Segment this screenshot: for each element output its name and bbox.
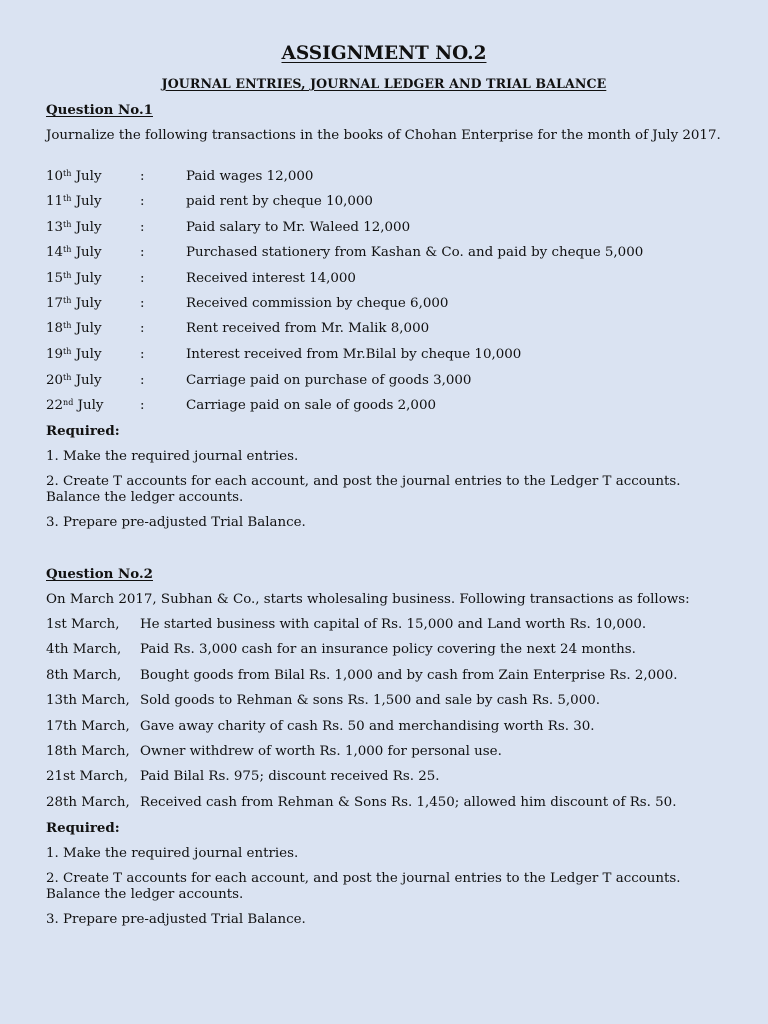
entry-date: 8th March, [46,668,122,683]
document-page: ASSIGNMENT NO.2 JOURNAL ENTRIES, JOURNAL LEDGER AND TRIAL BALANCE Question No.1 Journalize the following transactions in the books of Chohan Enterprise for the month of July 2017. 10th July : Paid wages 12,000 11th July : paid rent by cheque 10,000 13th July : Paid salary to Mr. Waleed 12,000 14th July : Purchased stationery from Kashan & Co. and paid by cheque 5,000 15th July : Received interest 14,000 17th July : Received commission by cheque 6,000 18th July : Rent received from Mr. Malik 8,000 19th July : Interest received from Mr.Bilal by cheque 10,000 20th July : Carriage paid on purchase of goods 3,000 22nd July : Carriage paid on sale of goods 2,000 Required: 1. Make the required journal entries. 2. Create T accounts for each account, and post the journal entries to the Ledger T accounts. Balance the ledger accounts. 3. Prepare pre-adjusted Trial Balance. Question No.2 On March 2017, Subhan & Co., starts wholesaling business. Following transactions as follows: 1st March, He started business with capital of Rs. 15,000 and Land worth Rs. 10,000. 4th March, Paid Rs. 3,000 cash for an insurance policy covering the next 24 months. 8th March, Bought goods from Bilal Rs. 1,000 and by cash from Zain Enterprise Rs. 2,000. 13th March, Sold goods to Rehman & sons Rs. 1,500 and sale by cash Rs. 5,000. 17th March, Gave away charity of cash Rs. 50 and merchandising worth Rs. 30. 18th March, Owner withdrew of worth Rs. 1,000 for personal use. 21st March, Paid Bilal Rs. 975; discount received Rs. 25. 28th March, Received cash from Rehman & Sons Rs. 1,450; allowed him discount of Rs. 50. Required: 1. Make the required journal entries. 2. Create T accounts for each account, and post the journal entries to the Ledger T accounts. Balance the ledger accounts. 3. Prepare pre-adjusted Trial Balance. [0,0,768,1024]
entry-date: 21st March, [46,769,129,784]
required-item: 2. Create T accounts for each account, and post the journal entries to the Ledger T accounts. Balance the ledger accounts. [46,474,681,505]
entry-date: 18th March, [46,744,130,759]
entry-date: 19th July [46,347,102,362]
entry-description: Paid wages 12,000 [186,169,314,184]
required-item: 3. Prepare pre-adjusted Trial Balance. [46,912,306,927]
question-2-heading: Question No.2 [46,566,153,582]
entry-description: Received interest 14,000 [186,271,356,286]
entry-description: Bought goods from Bilal Rs. 1,000 and by cash from Zain Enterprise Rs. 2,000. [140,668,678,683]
entry-description: Owner withdrew of worth Rs. 1,000 for personal use. [140,744,502,759]
entry-description: Sold goods to Rehman & sons Rs. 1,500 and sale by cash Rs. 5,000. [140,693,600,708]
document-subtitle: JOURNAL ENTRIES, JOURNAL LEDGER AND TRIAL BALANCE [161,76,607,91]
question-2-intro: On March 2017, Subhan & Co., starts wholesaling business. Following transactions as follows: [46,592,690,607]
question-2-required-label: Required: [46,820,120,836]
entry-description: Interest received from Mr.Bilal by cheque 10,000 [186,347,522,362]
entry-description: Paid Bilal Rs. 975; discount received Rs. 25. [140,769,440,784]
question-1-intro: Journalize the following transactions in the books of Chohan Enterprise for the month of July 2017. [46,128,721,143]
entry-date: 17th March, [46,719,130,734]
required-item: 1. Make the required journal entries. [46,846,299,861]
entry-date: 13th July [46,220,102,235]
entry-date: 22nd July [46,398,104,413]
entry-description: He started business with capital of Rs. 15,000 and Land worth Rs. 10,000. [140,617,647,632]
entry-description: Paid Rs. 3,000 cash for an insurance policy covering the next 24 months. [140,642,636,657]
entry-date: 10th July [46,169,102,184]
question-1-required-label: Required: [46,423,120,439]
entry-date: 14th July [46,245,102,260]
entry-description: paid rent by cheque 10,000 [186,194,373,209]
entry-date: 28th March, [46,795,130,810]
entry-description: Gave away charity of cash Rs. 50 and merchandising worth Rs. 30. [140,719,595,734]
entry-date: 20th July [46,373,102,388]
entry-description: Paid salary to Mr. Waleed 12,000 [186,220,411,235]
entry-description: Received commission by cheque 6,000 [186,296,449,311]
entry-date: 18th July [46,321,102,336]
entry-description: Purchased stationery from Kashan & Co. and paid by cheque 5,000 [186,245,644,260]
required-item: 3. Prepare pre-adjusted Trial Balance. [46,515,306,530]
entry-date: 13th March, [46,693,130,708]
entry-date: 4th March, [46,642,122,657]
entry-date: 15th July [46,271,102,286]
entry-description: Received cash from Rehman & Sons Rs. 1,450; allowed him discount of Rs. 50. [140,795,677,810]
entry-description: Carriage paid on sale of goods 2,000 [186,398,436,413]
entry-date: 11th July [46,194,102,209]
entry-date: 1st March, [46,617,120,632]
question-1-heading: Question No.1 [46,102,153,118]
entry-description: Rent received from Mr. Malik 8,000 [186,321,430,336]
entry-description: Carriage paid on purchase of goods 3,000 [186,373,472,388]
required-item: 1. Make the required journal entries. [46,449,299,464]
required-item: 2. Create T accounts for each account, and post the journal entries to the Ledger T accounts. Balance the ledger accounts. [46,871,681,902]
entry-date: 17th July [46,296,102,311]
document-title: ASSIGNMENT NO.2 [281,43,487,64]
